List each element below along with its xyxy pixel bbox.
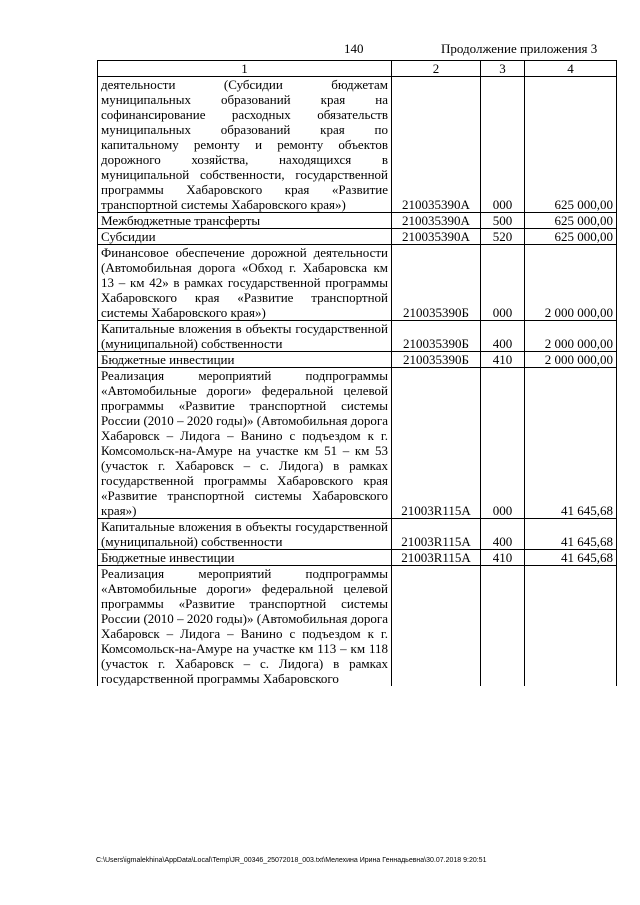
row-amount: 41 645,68 xyxy=(525,550,617,566)
row-description: Капитальные вложения в объекты государственной (муниципальной) собственности xyxy=(98,519,392,550)
row-expense-type xyxy=(481,566,525,687)
row-expense-type: 000 xyxy=(481,77,525,213)
row-description: деятельности (Субсидии бюджетам муниципальных образований края на софинансирование расходных обязательств муниципальных образований края по капитальному ремонту и ремонту объектов дорожного хозяйства, находящихся в муниципальной собственности, государственной программы Хабаровского края «Развитие транспортной системы Хабаровского края») xyxy=(98,77,392,213)
row-amount: 625 000,00 xyxy=(525,77,617,213)
row-amount: 41 645,68 xyxy=(525,519,617,550)
row-code: 210035390А xyxy=(392,213,481,229)
row-code: 21003R115А xyxy=(392,550,481,566)
table-row xyxy=(98,352,617,368)
row-expense-type: 400 xyxy=(481,321,525,352)
row-description: Бюджетные инвестиции xyxy=(98,550,392,566)
table-row xyxy=(98,519,617,550)
row-amount: 625 000,00 xyxy=(525,229,617,245)
row-description: Межбюджетные трансферты xyxy=(98,213,392,229)
row-expense-type: 520 xyxy=(481,229,525,245)
table-row xyxy=(98,550,617,566)
table-row xyxy=(98,229,617,245)
row-code: 210035390Б xyxy=(392,352,481,368)
row-expense-type: 410 xyxy=(481,550,525,566)
column-header-code: 2 xyxy=(392,61,481,77)
table-row xyxy=(98,245,617,321)
row-amount: 2 000 000,00 xyxy=(525,245,617,321)
row-description: Реализация мероприятий подпрограммы «Автомобильные дороги» федеральной целевой программы «Развитие транспортной системы России (2010 – 2020 годы)» (Автомобильная дорога Хабаровск – Лидога – Ванино с подъездом к г. Комсомольск-на-Амуре на участке км 113 – км 118 (участок г. Хабаровск – с. Лидога) в рамках государственной программы Хабаровского xyxy=(98,566,392,687)
row-description: Реализация мероприятий подпрограммы «Автомобильные дороги» федеральной целевой программы «Развитие транспортной системы России (2010 – 2020 годы)» (Автомобильная дорога Хабаровск – Лидога – Ванино с подъездом к г. Комсомольск-на-Амуре на участке км 51 – км 53 (участок г. Хабаровск – с. Лидога) в рамках государственной программы Хабаровского края «Развитие транспортной системы Хабаровского края») xyxy=(98,368,392,519)
table-row xyxy=(98,77,617,213)
row-description: Финансовое обеспечение дорожной деятельности (Автомобильная дорога «Обход г. Хабаровска км 13 – км 42» в рамках государственной программы Хабаровского края «Развитие транспортной системы Хабаровского края») xyxy=(98,245,392,321)
column-header-type: 3 xyxy=(481,61,525,77)
row-code: 21003R115А xyxy=(392,368,481,519)
page-number: 140 xyxy=(344,41,364,56)
table-row xyxy=(98,368,617,519)
row-amount: 2 000 000,00 xyxy=(525,321,617,352)
row-description: Капитальные вложения в объекты государственной (муниципальной) собственности xyxy=(98,321,392,352)
row-description: Бюджетные инвестиции xyxy=(98,352,392,368)
row-amount xyxy=(525,566,617,687)
row-expense-type: 000 xyxy=(481,368,525,519)
footer-file-path: C:\Users\igmalekhina\AppData\Local\Temp\JR_00346_25072018_003.txt\Мелехина Ирина Геннадьевна\30.07.2018 9:20:51 xyxy=(96,857,487,864)
row-code xyxy=(392,566,481,687)
table-row xyxy=(98,566,617,687)
row-code: 210035390А xyxy=(392,229,481,245)
row-amount: 625 000,00 xyxy=(525,213,617,229)
row-expense-type: 400 xyxy=(481,519,525,550)
row-code: 210035390Б xyxy=(392,321,481,352)
row-amount: 2 000 000,00 xyxy=(525,352,617,368)
row-code: 210035390Б xyxy=(392,245,481,321)
row-expense-type: 000 xyxy=(481,245,525,321)
row-code: 210035390А xyxy=(392,77,481,213)
row-code: 21003R115А xyxy=(392,519,481,550)
appendix-continuation-label: Продолжение приложения 3 xyxy=(441,41,598,56)
column-header-description: 1 xyxy=(98,61,392,77)
row-expense-type: 500 xyxy=(481,213,525,229)
row-description: Субсидии xyxy=(98,229,392,245)
column-header-amount: 4 xyxy=(525,61,617,77)
table-row xyxy=(98,321,617,352)
row-expense-type: 410 xyxy=(481,352,525,368)
table-row xyxy=(98,213,617,229)
budget-table xyxy=(97,60,617,686)
table-header-row xyxy=(98,61,617,77)
row-amount: 41 645,68 xyxy=(525,368,617,519)
